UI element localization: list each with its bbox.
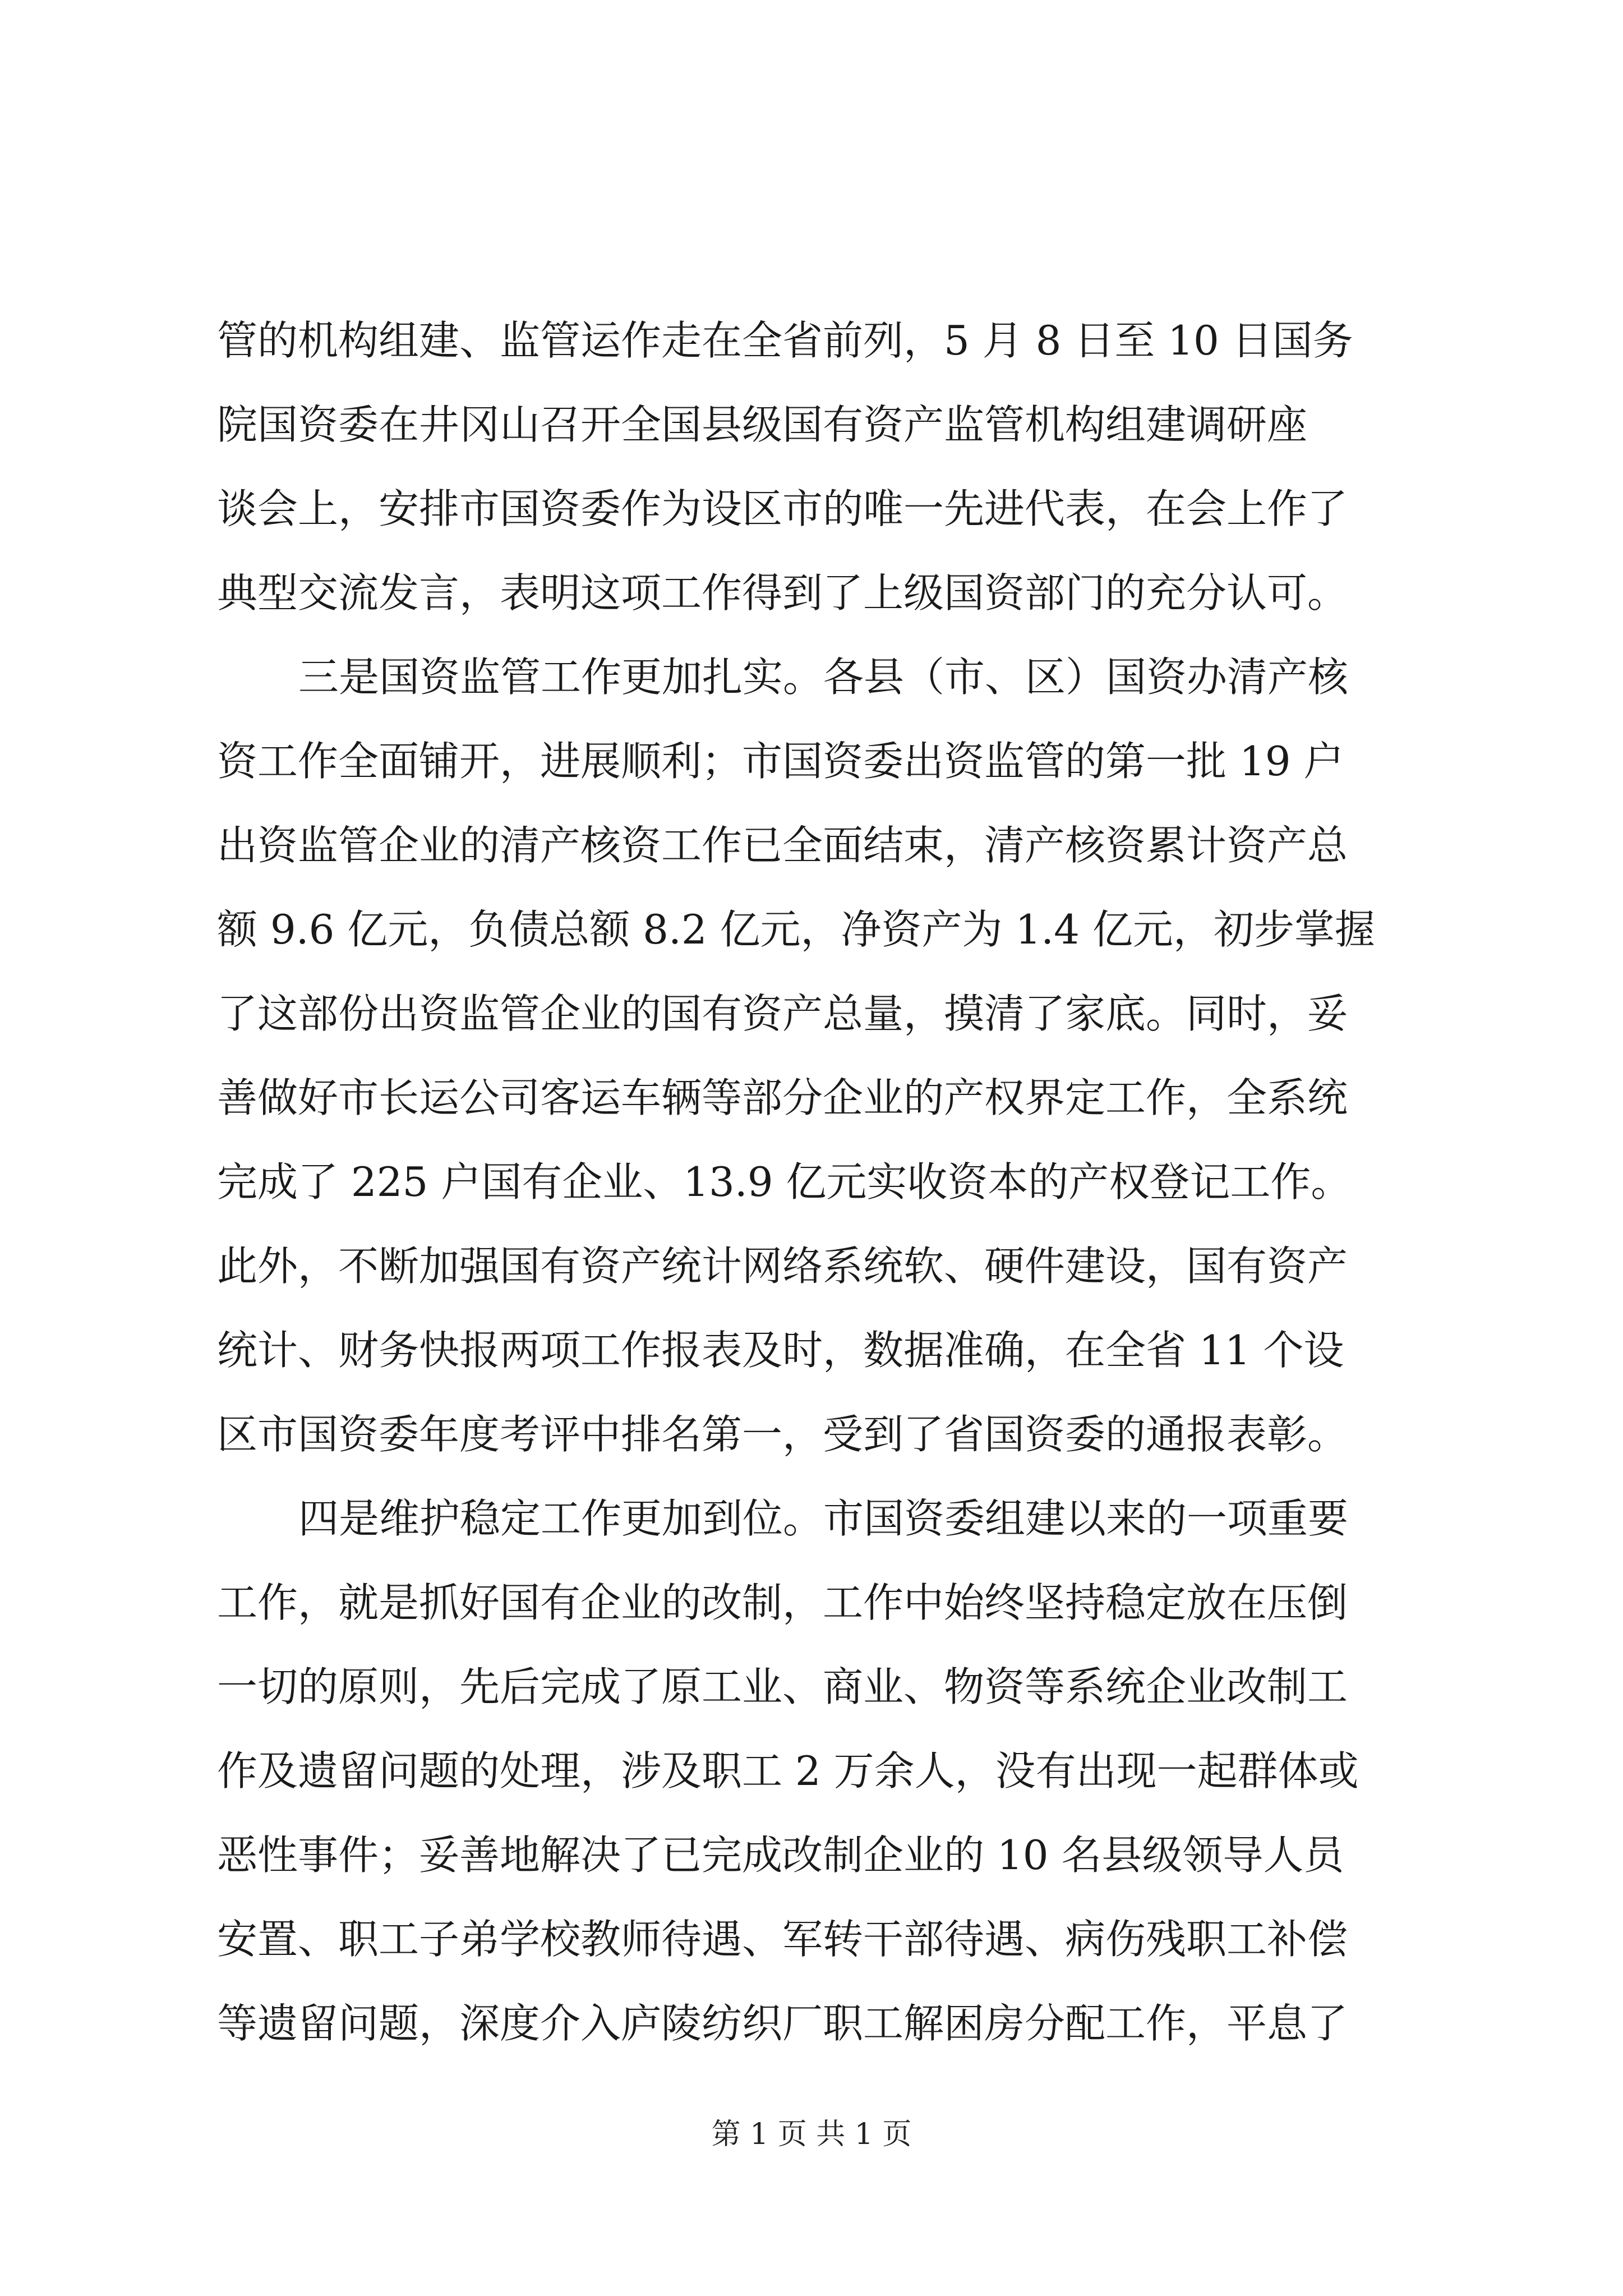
page-footer bbox=[0, 2115, 1623, 2154]
text-line: 作及遗留问题的处理，涉及职工 2 万余人，没有出现一起群体或 bbox=[217, 1747, 1359, 1795]
text-line: 了这部份出资监管企业的国有资产总量，摸清了家底。同时，妥 bbox=[217, 990, 1348, 1037]
text-line: 等遗留问题，深度介入庐陵纺织厂职工解困房分配工作，平息了 bbox=[217, 2000, 1348, 2047]
text-line: 区市国资委年度考评中排名第一，受到了省国资委的通报表彰。 bbox=[217, 1411, 1348, 1458]
text-line: 典型交流发言，表明这项工作得到了上级国资部门的充分认可。 bbox=[217, 569, 1348, 616]
text-line: 出资监管企业的清产核资工作已全面结束，清产核资累计资产总 bbox=[217, 822, 1348, 869]
text-line: 此外，不断加强国有资产统计网络系统软、硬件建设，国有资产 bbox=[217, 1243, 1348, 1290]
text-line: 管的机构组建、监管运作走在全省前列，5 月 8 日至 10 日国务 bbox=[217, 317, 1353, 364]
text-line: 一切的原则，先后完成了原工业、商业、物资等系统企业改制工 bbox=[217, 1663, 1348, 1710]
text-line: 额 9.6 亿元，负债总额 8.2 亿元，净资产为 1.4 亿元，初步掌握 bbox=[217, 906, 1375, 953]
text-line: 资工作全面铺开，进展顺利；市国资委出资监管的第一批 19 户 bbox=[217, 738, 1344, 785]
document-body bbox=[217, 298, 1423, 2065]
text-line: 谈会上，安排市国资委作为设区市的唯一先进代表，在会上作了 bbox=[217, 485, 1348, 532]
text-line: 完成了 225 户国有企业、13.9 亿元实收资本的产权登记工作。 bbox=[217, 1158, 1352, 1205]
text-line: 安置、职工子弟学校教师待遇、军转干部待遇、病伤残职工补偿 bbox=[217, 1916, 1348, 1963]
text-line: 统计、财务快报两项工作报表及时，数据准确，在全省 11 个设 bbox=[217, 1327, 1344, 1374]
paragraph-first-line: 四是维护稳定工作更加到位。市国资委组建以来的一项重要 bbox=[298, 1495, 1349, 1542]
text-line: 工作，就是抓好国有企业的改制，工作中始终坚持稳定放在压倒 bbox=[217, 1579, 1348, 1626]
page-number-label: 第 1 页 共 1 页 bbox=[711, 2118, 912, 2151]
paragraph-first-line: 三是国资监管工作更加扎实。各县（市、区）国资办清产核 bbox=[298, 654, 1349, 701]
text-line: 善做好市长运公司客运车辆等部分企业的产权界定工作，全系统 bbox=[217, 1074, 1348, 1121]
text-line: 院国资委在井冈山召开全国县级国有资产监管机构组建调研座 bbox=[217, 401, 1308, 448]
text-line: 恶性事件；妥善地解决了已完成改制企业的 10 名县级领导人员 bbox=[217, 1832, 1344, 1879]
